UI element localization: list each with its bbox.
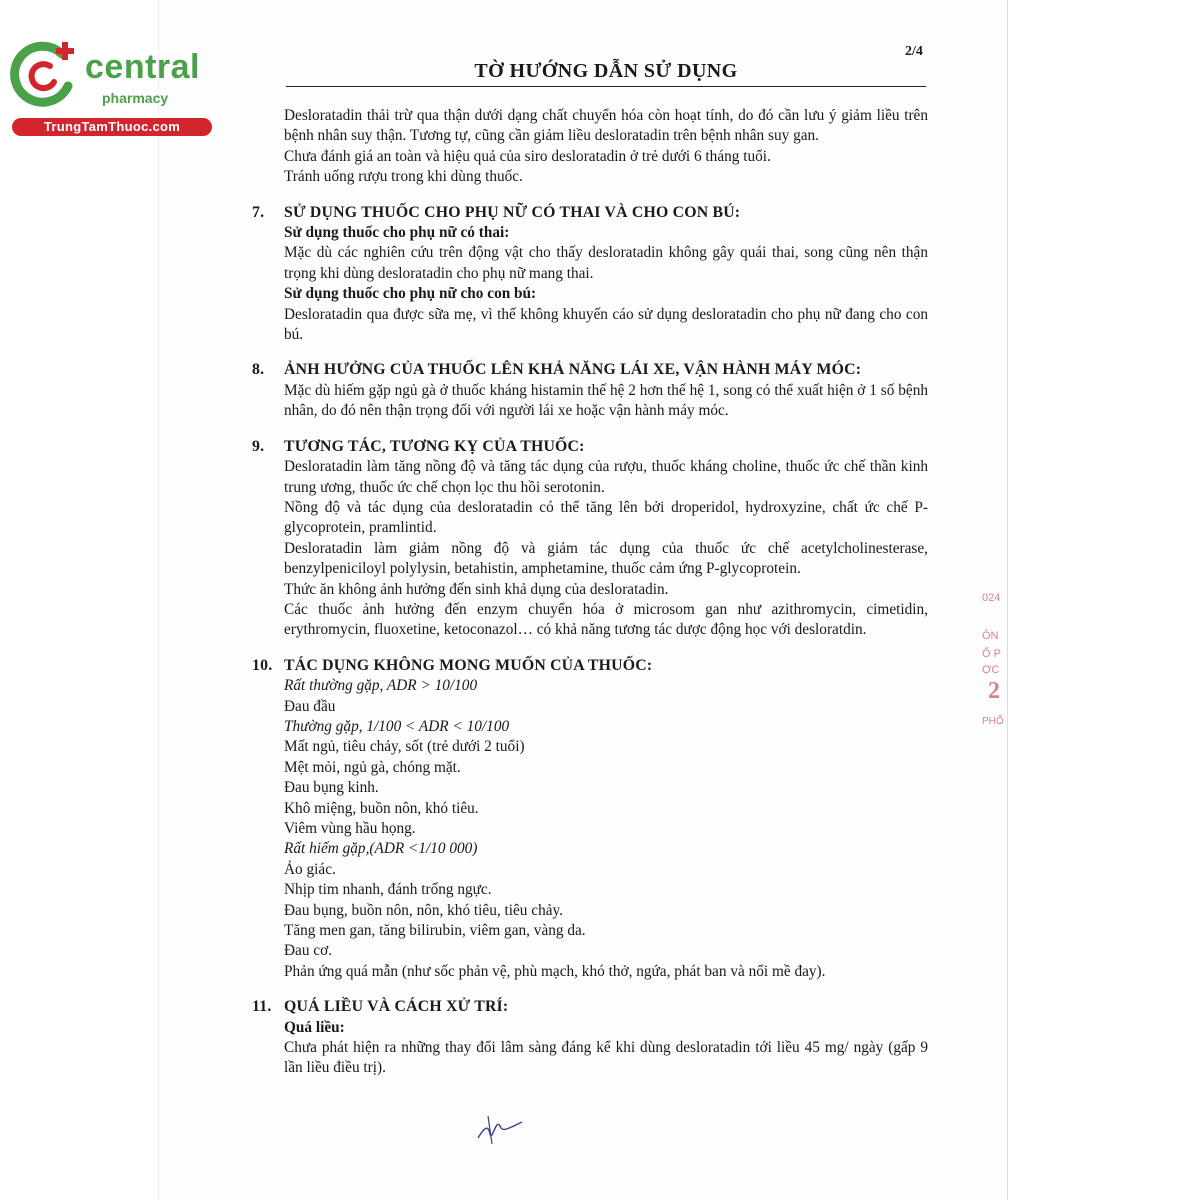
section-title: ẢNH HƯỞNG CỦA THUỐC LÊN KHẢ NĂNG LÁI XE, VẬN HÀNH MÁY MÓC: bbox=[284, 361, 862, 379]
partial-stamp bbox=[978, 592, 1008, 742]
section-title: SỬ DỤNG THUỐC CHO PHỤ NỮ CÓ THAI VÀ CHO CON BÚ: bbox=[284, 203, 741, 221]
paragraph: Desloratadin làm giảm nồng độ và giảm tác dụng của thuốc ức chế acetylcholinesterase, benzylpeniciloyl polylysin, betahistin, amphetamine, thuốc cảm ứng P-glycoprotein. bbox=[284, 539, 928, 578]
intro-paragraph: Tránh uống rượu trong khi dùng thuốc. bbox=[284, 168, 523, 186]
section-title: TƯƠNG TÁC, TƯƠNG KỴ CỦA THUỐC: bbox=[284, 437, 585, 455]
section-heading bbox=[252, 203, 928, 223]
list-item: Viêm vùng hầu họng. bbox=[284, 820, 416, 837]
stamp-fragment: PHỐ bbox=[982, 716, 1004, 727]
title-underline bbox=[286, 86, 926, 87]
stamp-fragment: Ố P bbox=[982, 648, 1001, 660]
list-item: Đau bụng kinh. bbox=[284, 779, 379, 797]
signature-scribble bbox=[470, 1108, 530, 1148]
list-item: Đau bụng, buồn nôn, nôn, khó tiêu, tiêu chảy. bbox=[284, 901, 563, 919]
list-item: Mệt mỏi, ngủ gà, chóng mặt. bbox=[284, 758, 461, 776]
page-title: TỜ HƯỚNG DẪN SỬ DỤNG bbox=[474, 60, 738, 82]
stamp-fragment: ÔN bbox=[982, 630, 999, 642]
paragraph: Desloratadin qua được sữa mẹ, vì thế không khuyến cáo sử dụng desloratadin cho phụ nữ đang cho con bú. bbox=[284, 305, 928, 344]
section-heading bbox=[252, 656, 928, 676]
section-number: 10. bbox=[252, 656, 273, 674]
subsection-heading: Quá liều: bbox=[284, 1018, 345, 1036]
stamp-fragment: 2 bbox=[988, 678, 1000, 704]
section-number: 9. bbox=[252, 437, 265, 455]
section-title: QUÁ LIỀU VÀ CÁCH XỬ TRÍ: bbox=[284, 998, 509, 1016]
section-heading bbox=[252, 437, 928, 457]
paragraph: Chưa phát hiện ra những thay đổi lâm sàng đáng kể khi dùng desloratadin tới liều 45 mg/ ngày (gấp 9 lần liều điều trị). bbox=[284, 1039, 928, 1077]
stamp-fragment: 024 bbox=[982, 592, 1001, 604]
page-number: 2/4 bbox=[905, 44, 923, 59]
logo-brand-name: central bbox=[85, 48, 200, 86]
section-number: 7. bbox=[252, 203, 265, 221]
central-pharmacy-logo[interactable] bbox=[10, 38, 215, 138]
stamp-fragment: ỢC bbox=[982, 664, 1000, 676]
section-7 bbox=[252, 203, 928, 346]
logo-subtitle: pharmacy bbox=[102, 90, 169, 106]
list-item: Tăng men gan, tăng bilirubin, viêm gan, vàng da. bbox=[284, 922, 586, 940]
list-item: Mất ngủ, tiêu chảy, sốt (trẻ dưới 2 tuổi) bbox=[284, 738, 525, 756]
list-item: Đau đầu bbox=[284, 697, 336, 715]
list-item: Khô miệng, buồn nôn, khó tiêu. bbox=[284, 799, 479, 817]
section-heading bbox=[252, 997, 928, 1017]
paragraph: Thức ăn không ảnh hưởng đến sinh khả dụng của desloratadin. bbox=[284, 580, 669, 598]
list-item: Đau cơ. bbox=[284, 942, 333, 960]
paragraph: Mặc dù hiếm gặp ngủ gà ở thuốc kháng histamin thế hệ 2 hơn thế hệ 1, song có thể xuất hiện ở 1 số bệnh nhân, do đó nên thận trọng đối với người lái xe hoặc vận hành máy móc. bbox=[284, 381, 928, 420]
section-number: 11. bbox=[252, 998, 272, 1016]
section-11 bbox=[252, 997, 928, 1079]
list-item: Phản ứng quá mẫn (như sốc phản vệ, phù mạch, khó thở, ngứa, phát ban và nổi mề đay). bbox=[284, 962, 826, 980]
paragraph: Nồng độ và tác dụng của desloratadin có thể tăng lên bởi droperidol, hydroxyzine, chất ức chế P-glycoprotein, pramlintid. bbox=[284, 498, 928, 537]
intro-paragraph: Chưa đánh giá an toàn và hiệu quả của siro desloratadin ở trẻ dưới 6 tháng tuổi. bbox=[284, 147, 771, 165]
logo-website-badge[interactable]: TrungTamThuoc.com bbox=[12, 118, 212, 136]
paragraph: Desloratadin làm tăng nồng độ và tăng tác dụng của rượu, thuốc kháng choline, thuốc ức chế thần kinh trung ương, thuốc ức chế chọn lọc thu hồi serotonin. bbox=[284, 458, 928, 496]
frequency-label: Rất hiếm gặp,(ADR <1/10 000) bbox=[284, 840, 478, 858]
section-9 bbox=[252, 437, 928, 641]
section-10 bbox=[252, 656, 928, 983]
frequency-label: Rất thường gặp, ADR > 10/100 bbox=[284, 677, 478, 695]
pharmacy-logo-icon bbox=[10, 38, 80, 108]
paragraph: Các thuốc ảnh hưởng đến enzym chuyển hóa ở microsom gan như azithromycin, cimetidin, erythromycin, fluoxetine, ketoconazol… có khả năng tương tác dược động học với desloratdin. bbox=[284, 600, 928, 639]
intro-paragraph: Desloratadin thải trừ qua thận dưới dạng chất chuyển hóa còn hoạt tính, do đó cần lưu ý giảm liều trên bệnh nhân suy thận. Tương tự, cũng cần giảm liều desloratadin trên bệnh nhân suy gan. bbox=[284, 107, 928, 145]
frequency-label: Thường gặp, 1/100 < ADR < 10/100 bbox=[284, 717, 510, 735]
list-item: Nhịp tim nhanh, đánh trống ngực. bbox=[284, 881, 492, 899]
section-number: 8. bbox=[252, 361, 265, 379]
section-heading bbox=[252, 360, 928, 380]
subsection-heading: Sử dụng thuốc cho phụ nữ có thai: bbox=[284, 224, 510, 242]
document-body bbox=[252, 106, 928, 1079]
section-title: TÁC DỤNG KHÔNG MONG MUỐN CỦA THUỐC: bbox=[284, 656, 653, 674]
section-8 bbox=[252, 360, 928, 421]
subsection-heading: Sử dụng thuốc cho phụ nữ cho con bú: bbox=[284, 285, 537, 303]
list-item: Ảo giác. bbox=[284, 860, 336, 878]
paragraph: Mặc dù các nghiên cứu trên động vật cho thấy desloratadin không gây quái thai, song cũng nên thận trọng khi dùng desloratadin cho phụ nữ mang thai. bbox=[284, 244, 928, 282]
